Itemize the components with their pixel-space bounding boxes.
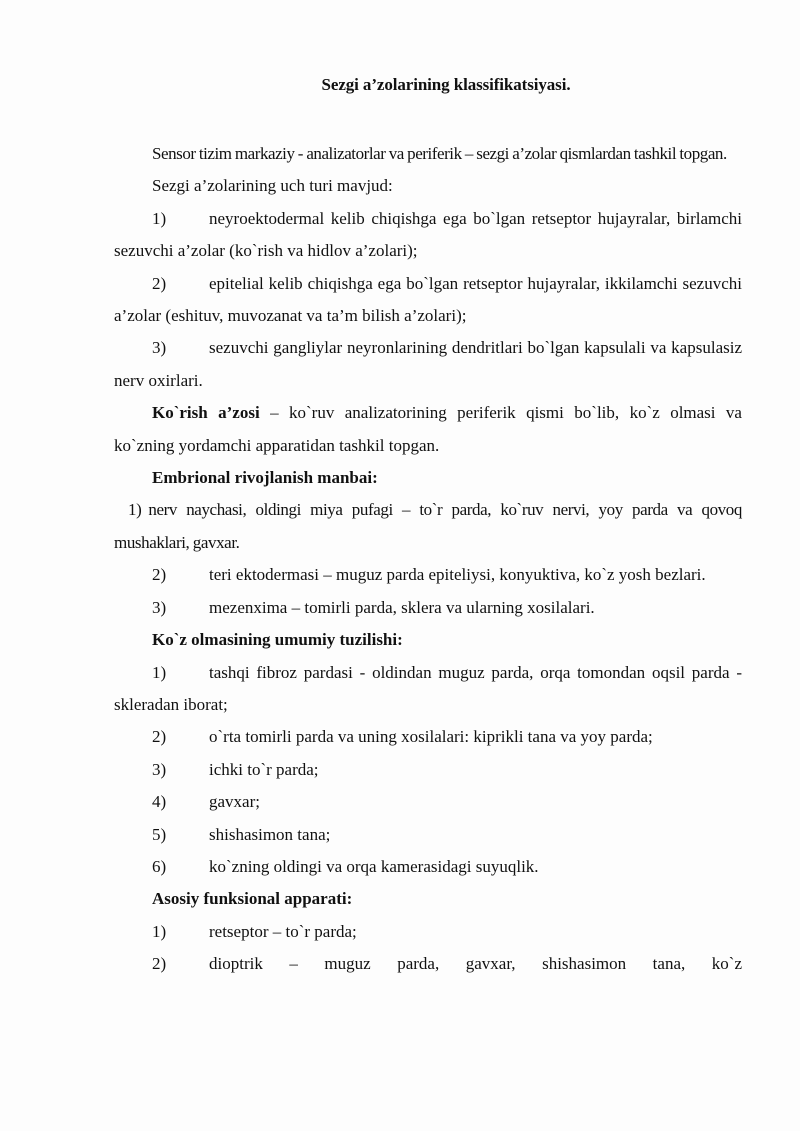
list-text: mezenxima – tomirli parda, sklera va ularning xosilalari. (209, 597, 595, 617)
intro-paragraph: Sensor tizim markaziy - analizatorlar va periferik – sezgi a’zolar qismlardan tashkil topgan. (152, 144, 727, 163)
list-number: 3) (152, 759, 167, 779)
list-number: 2) (152, 273, 167, 293)
list-item (114, 494, 742, 559)
list-number: 1) (152, 662, 167, 682)
list-item (114, 851, 742, 883)
document-body (114, 138, 742, 981)
embryo-heading: Embrional rivojlanish manbai: (152, 468, 378, 488)
types-intro: Sezgi a’zolarining uch turi mavjud: (152, 176, 393, 196)
list-item (114, 268, 742, 333)
structure-heading: Ko`z olmasining umumiy tuzilishi: (152, 630, 403, 650)
vision-paragraph (114, 397, 742, 462)
list-number: 3) (152, 597, 167, 617)
list-number: 1) (152, 921, 167, 941)
list-number: 6) (152, 856, 167, 876)
list-text: epitelial kelib chiqishga ega bo`lgan retseptor hujayralar, ikkilamchi sezuvchi a’zolar (eshituv, muvozanat va ta’m bilish a’zolari); (114, 273, 742, 326)
list-text: o`rta tomirli parda va uning xosilalari: kiprikli tana va yoy parda; (209, 727, 653, 747)
list-item (114, 559, 742, 591)
list-text: dioptrik – muguz parda, gavxar, shishasimon tana, ko`z (209, 954, 742, 974)
list-item (114, 592, 742, 624)
list-item (114, 916, 742, 948)
list-number: 1) (152, 208, 167, 228)
list-text: teri ektodermasi – muguz parda epiteliysi, konyuktiva, ko`z yosh bezlari. (209, 565, 706, 585)
list-item (114, 754, 742, 786)
list-item (114, 332, 742, 397)
vision-definition: – ko`ruv analizatorining periferik qismi bo`lib, ko`z olmasi va ko`zning yordamchi apparatidan tashkil topgan. (114, 403, 742, 455)
list-text: tashqi fibroz pardasi - oldindan muguz parda, orqa tomondan oqsil parda - skleradan iborat; (114, 662, 742, 714)
list-item (114, 819, 742, 851)
list-number: 3) (152, 338, 167, 358)
list-text: sezuvchi gangliylar neyronlarining dendritlari bo`lgan kapsulali va kapsulasiz nerv oxirlari. (114, 338, 742, 390)
list-number: 5) (152, 824, 167, 844)
document-title: Sezgi a’zolarining klassifikatsiyasi. (321, 75, 571, 94)
list-item (114, 657, 742, 722)
list-number: 2) (152, 727, 167, 747)
list-number: 4) (152, 792, 167, 812)
list-text: shishasimon tana; (209, 824, 331, 844)
list-item (114, 721, 742, 753)
list-item (114, 203, 742, 268)
list-text: retseptor – to`r parda; (209, 921, 357, 941)
list-number: 2) (152, 565, 167, 585)
list-text: nerv naychasi, oldingi miya pufagi – to`r parda, ko`ruv nervi, yoy parda va qovoq mushaklari, gavxar. (114, 500, 742, 552)
list-item (114, 948, 742, 980)
list-number: 1) (128, 500, 142, 520)
list-number: 2) (152, 954, 167, 974)
list-text: gavxar; (209, 792, 260, 812)
list-text: neyroektodermal kelib chiqishga ega bo`lgan retseptor hujayralar, birlamchi sezuvchi a’zolar (ko`rish va hidlov a’zolari); (114, 208, 742, 261)
vision-term: Ko`rish a’zosi (152, 403, 260, 423)
list-item (114, 786, 742, 818)
list-text: ko`zning oldingi va orqa kamerasidagi suyuqlik. (209, 856, 539, 876)
list-text: ichki to`r parda; (209, 759, 319, 779)
apparatus-heading: Asosiy funksional apparati: (152, 889, 353, 909)
